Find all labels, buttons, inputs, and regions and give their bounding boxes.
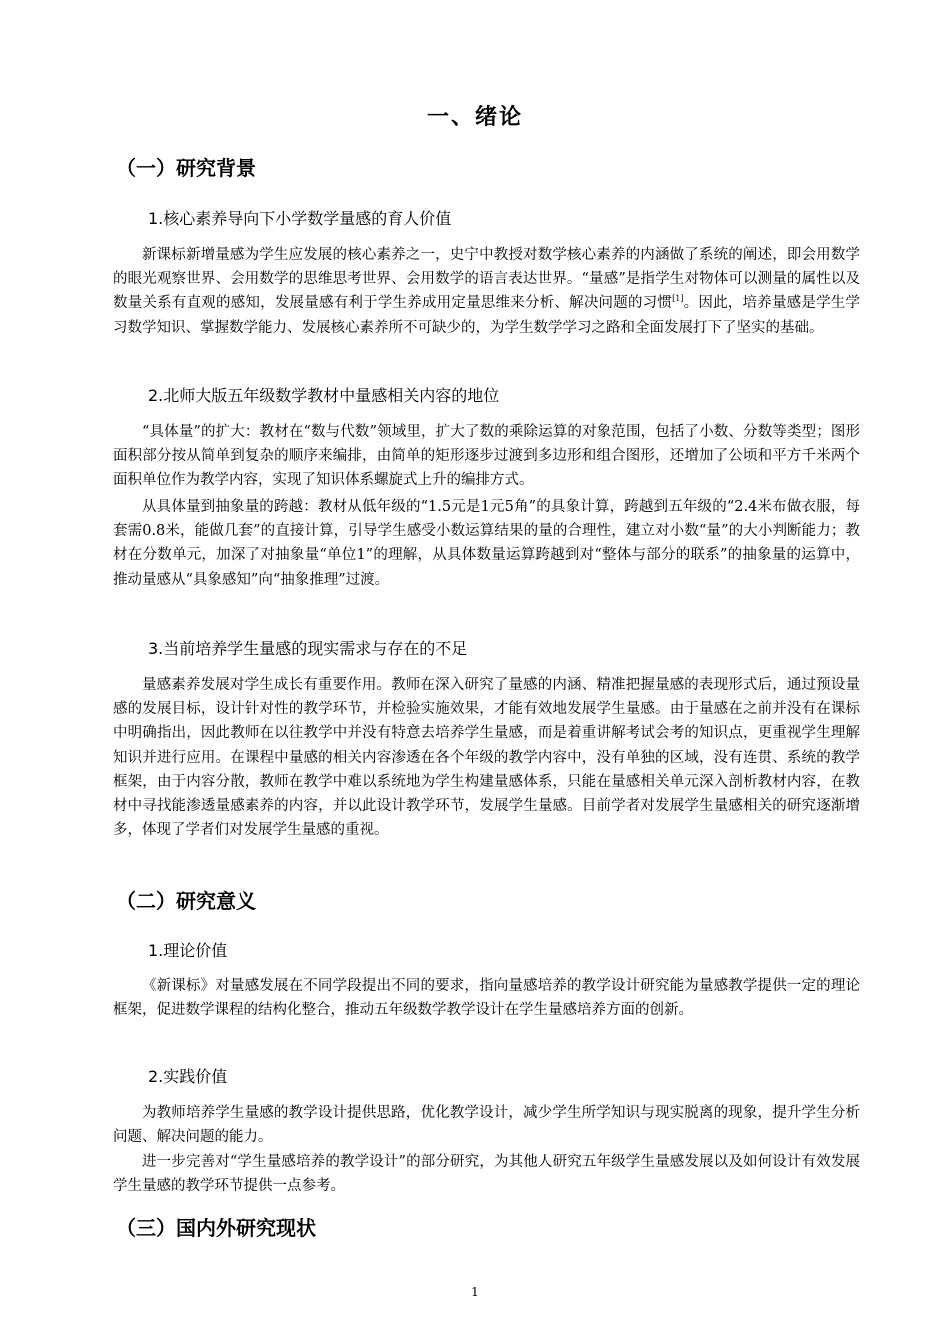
paragraph-abstract-quantity: 从具体量到抽象量的跨越：教材从低年级的“1.5元是1元5角”的具象计算，跨越到五年级的“2.4米布做衣服，每套需0.8米，能做几套”的直接计算，引导学生感受小数运算结果的量的合理性，建立对小数“量”的大小判断能力；教材在分数单元，加深了对抽象量“单位1”的理解，从具体数量运算跨越到对“整体与部分的联系”的抽象量的运算中，推动量感从“具象感知”向“抽象推理”过渡。 xyxy=(113,499,860,588)
paragraph-practice-2: 进一步完善对“学生量感培养的教学设计”的部分研究，为其他人研究五年级学生量感发展以及如何设计有效发展学生量感的教学环节提供一点参考。 xyxy=(113,1154,860,1195)
subsection-heading-theory: 1.理论价值 xyxy=(148,941,228,960)
section-heading-background: （一）研究背景 xyxy=(116,156,256,180)
citation-ref: [1] xyxy=(672,294,684,304)
paragraph-practice-1: 为教师培养学生量感的教学设计提供思路，优化教学设计，减少学生所学知识与现实脱离的现象，提升学生分析问题、解决问题的能力。 xyxy=(113,1105,860,1146)
paragraph-theory: 《新课标》对量感发展在不同学段提出不同的要求，指向量感培养的教学设计研究能为量感教学提供一定的理论框架，促进数学课程的结构化整合，推动五年级数学教学设计在学生量感培养方面的创新。 xyxy=(113,978,860,1019)
subsection-heading-textbook-status: 2.北师大版五年级数学教材中量感相关内容的地位 xyxy=(148,386,500,405)
page-number: 1 xyxy=(471,1285,479,1299)
subsection-heading-needs: 3.当前培养学生量感的现实需求与存在的不足 xyxy=(148,639,468,658)
subsection-heading-core-literacy: 1.核心素养导向下小学数学量感的育人价值 xyxy=(148,209,452,228)
section-heading-research-status: （三）国内外研究现状 xyxy=(116,1216,316,1240)
paragraph-text: 新课标新增量感为学生应发展的核心素养之一，史宁中教授对数学核心素养的内涵做了系统的阐述，即会用数学的眼光观察世界、会用数学的思维思考世界、会用数学的语言表达世界。“量感”是指学生对物体可以测量的属性以及数量关系有直观的感知，发展量感有利于学生养成用定量思维来分析、解决问题的习惯 xyxy=(113,247,860,312)
paragraph-needs: 量感素养发展对学生成长有重要作用。教师在深入研究了量感的内涵、精准把握量感的表现形式后，通过预设量感的发展目标，设计针对性的教学环节，并检验实施效果，才能有效地发展学生量感。由于量感在之前并没有在课标中明确指出，因此教师在以往教学中并没有特意去培养学生量感，而是着重讲解考试会考的知识点，更重视学生理解知识并进行应用。在课程中量感的相关内容渗透在各个年级的教学内容中，没有单独的区域，没有连贯、系统的教学框架，由于内容分散，教师在教学中难以系统地为学生构建量感体系，只能在量感相关单元深入剖析教材内容，在教材中寻找能渗透量感素养的内容，并以此设计教学环节，发展学生量感。目前学者对发展学生量感相关的研究逐渐增多，体现了学者们对发展学生量感的重视。 xyxy=(113,677,860,839)
subsection-heading-practice: 2.实践价值 xyxy=(148,1067,228,1086)
paragraph-text: 。因此，培养量感是学生学习数学知识、掌握数学能力、发展核心素养所不可缺少的，为学生数学学习之路和全面发展打下了坚实的基础。 xyxy=(113,295,861,336)
paragraph-concrete-quantity: “具体量”的扩大：教材在“数与代数”领域里，扩大了数的乘除运算的对象范围，包括了小数、分数等类型；图形面积部分按从简单到复杂的顺序来编排，由简单的矩形逐步过渡到多边形和组合图形，还增加了公顷和平方千米两个面积单位作为教学内容，实现了知识体系螺旋式上升的编排方式。 xyxy=(113,424,860,489)
chapter-title: 一、绪论 xyxy=(426,105,523,130)
paragraph-core-literacy xyxy=(113,243,860,340)
section-heading-significance: （二）研究意义 xyxy=(116,889,256,913)
